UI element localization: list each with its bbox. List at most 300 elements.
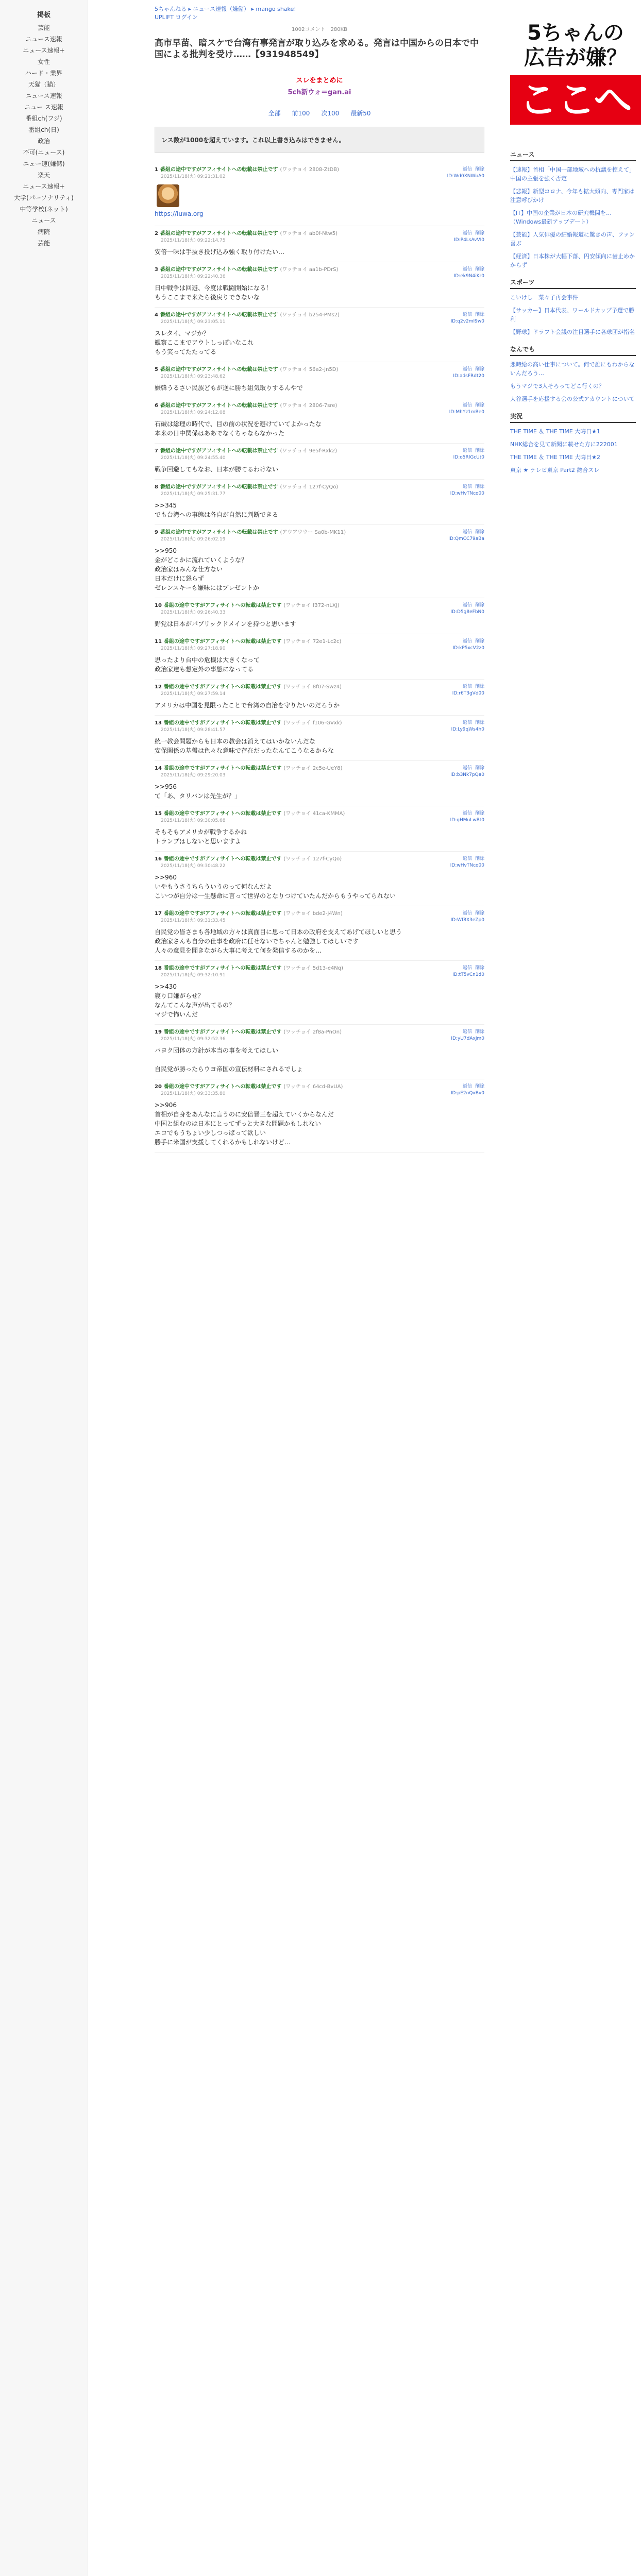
post-author-name: 番組の途中ですがアフィサイトへの転載は禁止です xyxy=(160,530,278,535)
post-author-name: 番組の途中ですがアフィサイトへの転載は禁止です xyxy=(160,403,278,409)
post-actions xyxy=(453,366,484,380)
post-trip: (ワッチョイ 2806-7sre) xyxy=(280,403,338,409)
post-date: 2025/11/18(火) 09:21:31.02 xyxy=(161,174,226,179)
report-link[interactable]: 削除 xyxy=(475,639,484,644)
sponsor-box[interactable] xyxy=(155,75,484,96)
thread-meta: 1002コメント 280KB xyxy=(292,27,347,32)
report-link[interactable]: 削除 xyxy=(475,1084,484,1089)
nav-items xyxy=(0,22,88,249)
post-number[interactable]: 5 xyxy=(155,367,158,372)
reply-link[interactable]: 返信 xyxy=(462,639,472,644)
reply-link[interactable]: 返信 xyxy=(462,367,472,372)
post-trip: (ワッチョイ 72e1-Lc2c) xyxy=(283,639,342,645)
reply-link[interactable]: 返信 xyxy=(462,530,472,535)
side-news-link[interactable]: THE TIME ＆ THE TIME 大晦日★2 xyxy=(510,454,601,461)
report-link[interactable]: 削除 xyxy=(475,856,484,861)
post-body: アメリカは中国を見限ったことで台湾の自治を守りたいのだろうか xyxy=(155,702,340,709)
post-id[interactable]: ID:o5RlGcUt0 xyxy=(453,455,484,460)
post-author-name: 番組の途中ですがアフィサイトへの転載は禁止です xyxy=(163,603,282,608)
post-number[interactable]: 12 xyxy=(155,684,162,690)
post-trip: (ワッチョイ f106-GVxk) xyxy=(283,720,342,726)
post-number[interactable]: 15 xyxy=(155,811,162,817)
post-date: 2025/11/18(火) 09:27:59.14 xyxy=(161,691,226,697)
post-actions xyxy=(451,910,484,924)
side-section-heading: ニュース xyxy=(510,150,636,161)
post-trip: (アウアウウー Sa0b-MK11) xyxy=(280,530,346,535)
nav-item[interactable]: 芸能 xyxy=(37,24,50,31)
post-header xyxy=(155,266,484,274)
post-id[interactable]: ID:Wf8X3eZp0 xyxy=(450,918,484,923)
breadcrumb-line-2[interactable]: UPLIFT ログイン xyxy=(155,14,198,21)
post-number[interactable]: 4 xyxy=(155,312,158,318)
post-number[interactable]: 11 xyxy=(155,639,162,645)
reply-link[interactable]: 返信 xyxy=(462,231,472,236)
post-author-name: 番組の途中ですがアフィサイトへの転載は禁止です xyxy=(163,856,282,862)
post-header xyxy=(155,529,484,536)
post-author-name: 番組の途中ですがアフィサイトへの転載は禁止です xyxy=(160,231,278,236)
post xyxy=(155,480,484,525)
side-news-item[interactable] xyxy=(510,395,636,403)
side-news-item[interactable] xyxy=(510,328,636,336)
side-news-item[interactable] xyxy=(510,427,636,436)
post-body: スレタイ、マジか？ 観察ここまでアウトしっぽいなこれ もう笑ってたたってる xyxy=(155,330,254,355)
post-date: 2025/11/18(火) 09:27:18.90 xyxy=(161,646,226,651)
side-section xyxy=(510,412,641,474)
post-author-name: 番組の途中ですがアフィサイトへの転載は禁止です xyxy=(163,811,282,817)
nav-item[interactable]: ニュース xyxy=(31,217,56,224)
report-link[interactable]: 削除 xyxy=(475,403,484,408)
post-author-name: 番組の途中ですがアフィサイトへの転載は禁止です xyxy=(160,367,278,372)
post-actions xyxy=(450,765,484,778)
post-author-name: 番組の途中ですがアフィサイトへの転載は禁止です xyxy=(160,312,278,318)
post-date: 2025/11/18(火) 09:22:40.36 xyxy=(161,274,226,279)
post-author-name: 番組の途中ですがアフィサイトへの転載は禁止です xyxy=(163,1084,282,1090)
post-body: そもそもアメリカが戦争するかね トランプはしないと思いますよ xyxy=(155,828,247,845)
post-trip: (ワッチョイ ab0f-Ntw5) xyxy=(280,231,338,236)
post-number[interactable]: 3 xyxy=(155,267,158,273)
post-id[interactable]: ID:gHMuLwBt0 xyxy=(450,818,484,823)
post-id[interactable]: ID:yU7dAxJm0 xyxy=(451,1036,484,1041)
post-author-name: 番組の途中ですがアフィサイトへの転載は禁止です xyxy=(163,911,282,917)
post xyxy=(155,852,484,906)
post-header xyxy=(155,402,484,410)
post xyxy=(155,634,484,680)
report-link[interactable]: 削除 xyxy=(475,965,484,971)
post-author-name: 番組の途中ですがアフィサイトへの転載は禁止です xyxy=(163,965,282,971)
post-actions xyxy=(450,484,484,497)
pager-next-100[interactable]: 次100 xyxy=(321,110,340,117)
reply-link[interactable]: 返信 xyxy=(462,603,472,608)
report-link[interactable]: 削除 xyxy=(475,684,484,689)
post-actions xyxy=(454,230,484,244)
post-number[interactable]: 16 xyxy=(155,856,162,862)
side-news-link[interactable]: もうマジで3人そろってどこ行くの？ xyxy=(510,383,604,389)
sponsor-line-1[interactable]: スレをまとめに xyxy=(296,77,343,84)
report-link[interactable]: 削除 xyxy=(475,312,484,317)
nav-item[interactable]: 番組ch(日) xyxy=(28,126,59,133)
side-news-item[interactable] xyxy=(510,440,636,449)
report-link[interactable]: 削除 xyxy=(475,1029,484,1035)
post xyxy=(155,1025,484,1079)
nav-item[interactable]: ニュース速報 xyxy=(25,92,62,99)
post-id[interactable]: ID:tT5vCn1d0 xyxy=(452,972,484,977)
post-trip: (ワッチョイ 9e5f-Rxk2) xyxy=(280,448,338,454)
post-date: 2025/11/18(火) 09:23:05.11 xyxy=(161,319,226,325)
post-header xyxy=(155,910,484,918)
right-sections xyxy=(510,150,641,474)
side-news-link[interactable]: こいけし 菜々子再会事件 xyxy=(510,294,578,301)
post-actions xyxy=(451,1029,484,1042)
post-trip: (ワッチョイ f372-nLXJ) xyxy=(283,603,340,608)
post-body: 自民党の皆さまも各地域の方々は真面目に思って日本の政府を支えてあげてほしいと思う 政治家さんも自分の仕事を政府に任せないでちゃんと勉強してほしいです 人々の意見を聞きながら大事に考えて何を発信するのかを… xyxy=(155,928,402,954)
post-header xyxy=(155,366,484,374)
post-date: 2025/11/18(火) 09:24:12.08 xyxy=(161,410,226,415)
post xyxy=(155,444,484,480)
post-header xyxy=(155,638,484,646)
post-date: 2025/11/18(火) 09:29:20.03 xyxy=(161,773,226,778)
post-number[interactable]: 7 xyxy=(155,448,158,454)
nav-item[interactable]: 楽天 xyxy=(37,172,50,179)
report-link[interactable]: 削除 xyxy=(475,367,484,372)
left-nav xyxy=(0,0,88,2576)
post-actions xyxy=(447,166,484,180)
side-news-item[interactable] xyxy=(510,187,636,205)
post-number[interactable]: 6 xyxy=(155,403,158,409)
post-trip: (ワッチョイ 127f-CyQo) xyxy=(280,484,339,490)
side-news-item[interactable] xyxy=(510,209,636,226)
nav-item[interactable]: 女性 xyxy=(37,58,50,65)
post-body: 日中戦争は回避、今度は戦闘開始になる！ もうここまで来たら後戻りできないな xyxy=(155,284,273,301)
post-trip: (ワッチョイ 64cd-BvUA) xyxy=(283,1084,343,1090)
ad-text-2: ここへ xyxy=(510,75,641,125)
post-id[interactable]: ID:ek9N4iKr0 xyxy=(453,274,484,279)
nav-item[interactable]: 中等学校(ネット) xyxy=(20,206,68,213)
reply-link[interactable]: 返信 xyxy=(462,766,472,771)
reply-link[interactable]: 返信 xyxy=(462,684,472,689)
nav-item[interactable]: 不可(ニュース) xyxy=(23,149,65,156)
report-link[interactable]: 削除 xyxy=(475,530,484,535)
report-link[interactable]: 削除 xyxy=(475,603,484,608)
post-id[interactable]: ID:wHvTNco00 xyxy=(450,491,484,496)
side-section xyxy=(510,345,641,403)
nav-item[interactable]: ニュース速報+ xyxy=(23,183,65,190)
post-id[interactable]: ID:pE2nQxBv0 xyxy=(450,1091,484,1096)
side-news-item[interactable] xyxy=(510,466,636,474)
report-link[interactable]: 削除 xyxy=(475,811,484,816)
post-actions xyxy=(454,266,484,280)
side-news-item[interactable] xyxy=(510,165,636,183)
side-news-item[interactable] xyxy=(510,252,636,269)
post-trip: (ワッチョイ 56a2-Jn5D) xyxy=(280,367,339,372)
reply-link[interactable]: 返信 xyxy=(462,965,472,971)
side-news-link[interactable]: 【サッカー】日本代表、ワールドカップ予選で勝利 xyxy=(510,307,635,323)
post-author-name: 番組の途中ですがアフィサイトへの転載は禁止です xyxy=(163,684,282,690)
ad-text-1: 5ちゃんの 広告が嫌？ xyxy=(524,21,627,70)
side-news-link[interactable]: 【経済】日本株が大幅下落、円安傾向に歯止めかからず xyxy=(510,253,635,268)
post-actions xyxy=(450,856,484,869)
nav-item[interactable]: 番組ch(フジ) xyxy=(25,115,62,122)
reply-link[interactable]: 返信 xyxy=(462,1084,472,1089)
nav-item[interactable]: 病院 xyxy=(37,228,50,235)
nav-item[interactable]: ニュー ス速報 xyxy=(24,104,63,111)
right-column xyxy=(510,0,641,479)
side-news-link[interactable]: 【野球】ドラフト会議の注目選手に各球団が指名 xyxy=(510,329,635,335)
post-trip: (ワッチョイ 2808-ZtDB) xyxy=(280,167,340,173)
post-id[interactable]: ID:P4LsAvVI0 xyxy=(454,238,484,243)
side-news-item[interactable] xyxy=(510,360,636,378)
report-link[interactable]: 削除 xyxy=(475,766,484,771)
side-news-item[interactable] xyxy=(510,293,636,302)
post-date: 2025/11/18(火) 09:23:48.62 xyxy=(161,374,226,379)
post-body: >>960 いやもうさうちらういうのって何なんだよ こいつが自分は一生懸命に言って世界のとなりつけていたんだからもうやってられない xyxy=(155,874,396,900)
post-author-name: 番組の途中ですがアフィサイトへの転載は禁止です xyxy=(160,448,278,454)
post-author-name: 番組の途中ですがアフィサイトへの転載は禁止です xyxy=(160,484,278,490)
post xyxy=(155,398,484,444)
thread-title: 高市早苗、暗スケで台湾有事発言が取り込みを求める。発言は中国からの日本で中国による批判を受け……【931948549】 xyxy=(155,38,479,60)
nav-item[interactable]: 大学(パーソナリティ) xyxy=(14,194,74,201)
report-link[interactable]: 削除 xyxy=(475,167,484,172)
post-number[interactable]: 9 xyxy=(155,530,158,535)
post-id[interactable]: ID:q2v2mI9w0 xyxy=(450,319,484,324)
post-author-name: 番組の途中ですがアフィサイトへの転載は禁止です xyxy=(160,267,278,273)
post-author-name: 番組の途中ですがアフィサイトへの転載は禁止です xyxy=(163,766,282,771)
post-number[interactable]: 20 xyxy=(155,1084,162,1090)
post-body: >>345 でも台湾への事態は各自が自然に判断できる xyxy=(155,502,279,518)
post xyxy=(155,262,484,308)
post-header xyxy=(155,312,484,319)
post-id[interactable]: ID:Ly9qWs4h0 xyxy=(451,727,484,732)
pager-latest-50[interactable]: 最新50 xyxy=(350,110,371,117)
post-body: >>430 寝り口嫌がらせ？ なんてこんな声が出てるの？ マジで怖いんだ xyxy=(155,983,235,1018)
report-link[interactable]: 削除 xyxy=(475,720,484,725)
reply-link[interactable]: 返信 xyxy=(462,403,472,408)
post-actions xyxy=(451,312,484,325)
post-avatar-image xyxy=(157,184,179,207)
main-column xyxy=(155,0,484,1153)
post-body: 戦争回避してもなお、日本が勝てるわけない xyxy=(155,466,279,473)
post-body: 石破は総理の時代で、目の前の状況を避けていてよかったな 本来の日中関係はああでなくちゃならなかった xyxy=(155,420,322,437)
report-link[interactable]: 削除 xyxy=(475,231,484,236)
breadcrumb-line-1[interactable]: 5ちゃんねる ▸ ニュース速報（嫌儲） ▸ mango shake! xyxy=(155,6,296,12)
nav-item[interactable]: 政治 xyxy=(37,138,50,145)
post-author-name: 番組の途中ですがアフィサイトへの転載は禁止です xyxy=(163,720,282,726)
report-link[interactable]: 削除 xyxy=(475,911,484,916)
side-news-item[interactable] xyxy=(510,453,636,462)
post-header xyxy=(155,230,484,238)
post-header xyxy=(155,484,484,491)
post-id[interactable]: ID:adsFRdt20 xyxy=(453,374,484,379)
post-actions xyxy=(448,529,484,543)
post-body: >>950 金がどこかに流れていくような？ 政治家はみんな仕方ない 日本だけに怒らず ゼレンスキーも嫌味にはプレゼントか xyxy=(155,547,259,591)
post-date: 2025/11/18(火) 09:26:40.33 xyxy=(161,610,226,615)
side-news-link[interactable]: 【悲報】新型コロナ、今年も拡大傾向、専門家は注意呼びかけ xyxy=(510,188,635,204)
post-actions xyxy=(449,402,484,416)
post-link[interactable]: https://iuwa.org xyxy=(155,210,204,217)
post-date: 2025/11/18(火) 09:28:41.57 xyxy=(161,727,226,733)
post-date: 2025/11/18(火) 09:26:02.19 xyxy=(161,537,226,542)
reply-link[interactable]: 返信 xyxy=(462,720,472,725)
post-actions xyxy=(452,965,484,978)
post-date: 2025/11/18(火) 09:31:33.45 xyxy=(161,918,226,923)
side-section xyxy=(510,278,641,336)
post-limit-notice: レス数が1000を超えています。これ以上書き込みはできません。 xyxy=(155,127,484,153)
side-news-link[interactable]: 悪時給の高い仕事について。何で誰にもわからないんだろう… xyxy=(510,361,635,377)
nav-item[interactable]: 芸能 xyxy=(37,240,50,247)
reply-link[interactable]: 返信 xyxy=(462,167,472,172)
post-trip: (ワッチョイ 2f8a-PnOn) xyxy=(283,1029,342,1035)
post-body: パヨク団体の方針が本当の事を考えてほしい 自民党が勝ったらウヨ帝国の宣伝材料にされるでしょ xyxy=(155,1047,303,1073)
post xyxy=(155,761,484,806)
post-id[interactable]: ID:wHvTNco00 xyxy=(450,863,484,868)
post xyxy=(155,226,484,262)
post-body: 統一教会問題からも日本の教会は消えてはいかないんだな 安保関係の基盤は色々な意味で存在だったなんてこうなるからな xyxy=(155,738,334,754)
report-link[interactable]: 削除 xyxy=(475,448,484,453)
post-number[interactable]: 18 xyxy=(155,965,162,971)
post-trip: (ワッチョイ 5d13-e4Nq) xyxy=(283,965,343,971)
post-actions xyxy=(451,1083,484,1097)
post-actions xyxy=(453,448,484,461)
post xyxy=(155,162,484,226)
post-date: 2025/11/18(火) 09:22:14.75 xyxy=(161,238,226,243)
post-actions xyxy=(451,720,484,733)
post-date: 2025/11/18(火) 09:32:10.91 xyxy=(161,973,226,978)
post-number[interactable]: 17 xyxy=(155,911,162,917)
side-section-heading: スポーツ xyxy=(510,278,636,289)
post-number[interactable]: 19 xyxy=(155,1029,162,1035)
post-number[interactable]: 1 xyxy=(155,167,158,173)
side-news-item[interactable] xyxy=(510,306,636,324)
nav-item[interactable]: ニュース速報 xyxy=(25,36,62,43)
post xyxy=(155,961,484,1025)
post-date: 2025/11/18(火) 09:33:35.80 xyxy=(161,1091,226,1096)
post-trip: (ワッチョイ 8f07-Swz4) xyxy=(283,684,342,690)
post-number[interactable]: 13 xyxy=(155,720,162,726)
reply-link[interactable]: 返信 xyxy=(462,811,472,816)
post-id[interactable]: ID:r6T3gVd00 xyxy=(452,691,484,696)
report-link[interactable]: 削除 xyxy=(475,267,484,272)
report-link[interactable]: 削除 xyxy=(475,484,484,489)
post xyxy=(155,598,484,634)
post-number[interactable]: 10 xyxy=(155,603,162,608)
pager xyxy=(155,109,484,117)
post-header xyxy=(155,856,484,863)
post xyxy=(155,680,484,716)
nav-item[interactable]: ハード・業界 xyxy=(25,70,62,77)
post xyxy=(155,716,484,761)
post-number[interactable]: 2 xyxy=(155,231,158,236)
nav-item[interactable]: 天猫（猫） xyxy=(28,81,59,88)
post xyxy=(155,1079,484,1153)
post-header xyxy=(155,1029,484,1036)
sponsor-line-2[interactable]: 5ch新ウォ＝gan.ai xyxy=(288,89,351,96)
post xyxy=(155,525,484,598)
post-date: 2025/11/18(火) 09:25:31.77 xyxy=(161,492,226,497)
reply-link[interactable]: 返信 xyxy=(462,312,472,317)
post-id[interactable]: ID:QmCC79aBa xyxy=(448,536,484,541)
post-date: 2025/11/18(火) 09:24:55.40 xyxy=(161,455,226,461)
ad-banner[interactable] xyxy=(510,0,641,142)
post-date: 2025/11/18(火) 09:30:05.68 xyxy=(161,818,226,823)
side-news-link[interactable]: THE TIME ＆ THE TIME 大晦日★1 xyxy=(510,428,601,435)
pager-all[interactable]: 全部 xyxy=(268,110,281,117)
post-number[interactable]: 8 xyxy=(155,484,158,490)
post-header xyxy=(155,602,484,609)
post-author-name: 番組の途中ですがアフィサイトへの転載は禁止です xyxy=(163,1029,282,1035)
post-number[interactable]: 14 xyxy=(155,766,162,771)
post-body: 思ったより台中の危機は大きくなって 政治家達も想定外の事態になってる xyxy=(155,656,260,673)
post-header xyxy=(155,765,484,772)
post-header xyxy=(155,965,484,972)
reply-link[interactable]: 返信 xyxy=(462,1029,472,1035)
post-author-name: 番組の途中ですがアフィサイトへの転載は禁止です xyxy=(160,167,278,173)
post-actions xyxy=(450,602,484,616)
side-news-link[interactable]: 東京 ★ テレビ東京 Part2 総合スレ xyxy=(510,467,600,473)
post-trip: (ワッチョイ 41ca-KMMA) xyxy=(283,811,345,817)
post-trip: (ワッチョイ b254-PMs2) xyxy=(280,312,340,318)
post-body: >>956 て「あ、タリバンは先生が？」 xyxy=(155,783,241,800)
post-body: >>906 首相が自身をあんなに言うのに安倍晋三を超えていくからなんだ 中国と組むのは日本にとってずっと大きな問題かもしれない エコでもうちょい少しつっぱって欲しい 勝手に米国が支援してくれるかもしれないけど… xyxy=(155,1101,334,1146)
post-trip: (ワッチョイ 2c5e-UeY8) xyxy=(283,766,343,771)
post-actions xyxy=(453,638,484,652)
post-trip: (ワッチョイ bde2-j4Wn) xyxy=(283,911,343,917)
side-section-heading: 実況 xyxy=(510,412,636,423)
post-list xyxy=(155,162,484,1153)
post-id[interactable]: ID:b3Nk7pQa0 xyxy=(450,772,484,777)
post-id[interactable]: ID:MhYz1mBe0 xyxy=(449,410,484,415)
post-body: 嫌韓うるさい民族どもが逆に勝ち組気取りするんやで xyxy=(155,384,303,392)
nav-item[interactable]: ニュー速(嫌儲) xyxy=(23,160,65,167)
post xyxy=(155,308,484,362)
pager-prev-100[interactable]: 前100 xyxy=(292,110,310,117)
side-news-link[interactable]: 【芸能】人気俳優の結婚報道に驚きの声、ファン喜ぶ xyxy=(510,231,635,247)
post-body: 野党は日本がパブリックドメインを持つと思います xyxy=(155,620,296,628)
post-header xyxy=(155,720,484,727)
side-news-item[interactable] xyxy=(510,230,636,248)
post-trip: (ワッチョイ aa1b-PDrS) xyxy=(280,267,339,273)
nav-item[interactable]: ニュース速報+ xyxy=(23,47,65,54)
reply-link[interactable]: 返信 xyxy=(462,448,472,453)
post xyxy=(155,906,484,961)
post-header xyxy=(155,448,484,455)
reply-link[interactable]: 返信 xyxy=(462,856,472,861)
post xyxy=(155,362,484,398)
side-news-link[interactable]: 【速報】首相「中国一部地域への抗議を控えて」中国の主張を強く否定 xyxy=(510,166,635,182)
post-date: 2025/11/18(火) 09:30:48.22 xyxy=(161,863,226,869)
post-id[interactable]: ID:kP5xcV2z0 xyxy=(452,646,484,651)
post-actions xyxy=(452,684,484,697)
breadcrumb[interactable] xyxy=(155,0,484,22)
post-actions xyxy=(450,810,484,824)
side-news-link[interactable]: 大谷選手を応援する会の公式アカウントについて xyxy=(510,396,635,402)
reply-link[interactable]: 返信 xyxy=(462,484,472,489)
side-section-heading: なんでも xyxy=(510,345,636,356)
post-id[interactable]: ID:Wd0XNWbA0 xyxy=(447,174,484,179)
post-header xyxy=(155,684,484,691)
nav-title: 掲板 xyxy=(37,11,50,19)
post-header xyxy=(155,810,484,818)
post-id[interactable]: ID:D5g8eFbN0 xyxy=(450,609,484,615)
reply-link[interactable]: 返信 xyxy=(462,911,472,916)
post xyxy=(155,806,484,852)
post-body: 安倍一味は手抜き投げ込み強く取り付けたい… xyxy=(155,248,285,256)
reply-link[interactable]: 返信 xyxy=(462,267,472,272)
side-news-link[interactable]: NHK総合を見て新聞に載せた方に222001 xyxy=(510,441,618,448)
side-news-item[interactable] xyxy=(510,382,636,391)
post-date: 2025/11/18(火) 09:32:52.36 xyxy=(161,1037,226,1042)
post-header xyxy=(155,166,484,174)
post-header xyxy=(155,1083,484,1091)
side-news-link[interactable]: 【IT】中国の企業が日本の研究機関を…（Windows最新アップデート） xyxy=(510,210,612,225)
